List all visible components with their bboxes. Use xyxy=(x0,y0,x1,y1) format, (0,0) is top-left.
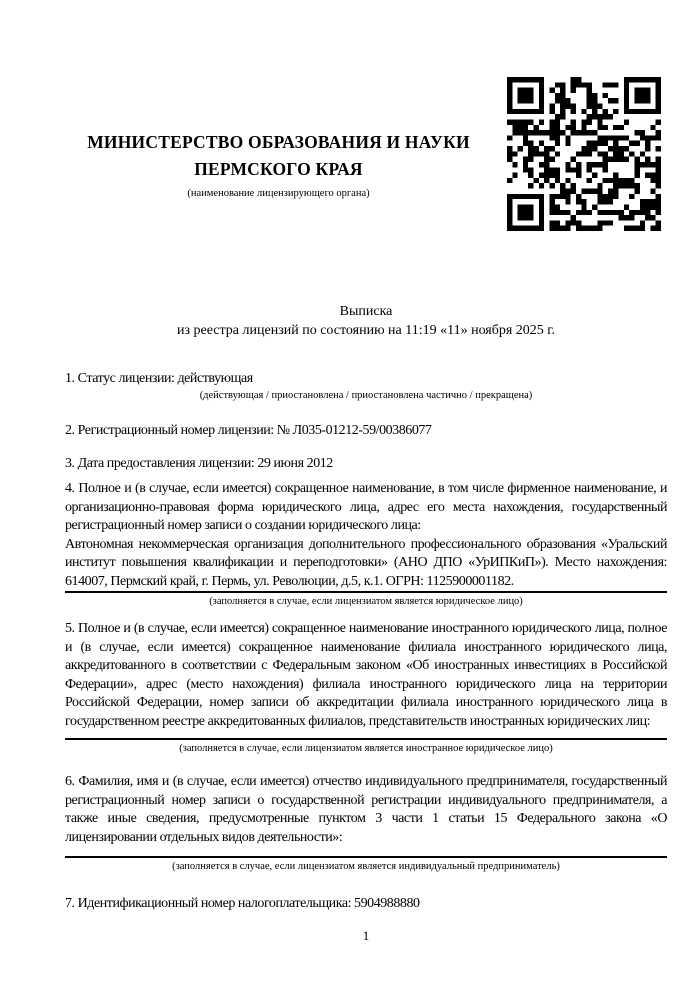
extract-title-line2: из реестра лицензий по состоянию на 11:19 «11» ноября 2025 г. xyxy=(177,322,555,338)
registration-number-item xyxy=(65,422,667,441)
entrepreneur-item xyxy=(65,773,667,847)
grant-date-label: 3. Дата предоставления лицензии: xyxy=(65,456,255,471)
license-status-label: 1. Статус лицензии: xyxy=(65,371,175,386)
grant-date-value: 29 июня 2012 xyxy=(257,456,333,471)
taxpayer-id-item xyxy=(65,895,667,914)
license-status-value: действующая xyxy=(177,371,253,386)
foreign-entity-label: 5. Полное и (в случае, если имеется) сокращенное наименование иностранного юридического лица, полное и (в случае, если имеется) сокращенное наименование филиала иностранного юридического лица, аккредитованного в соответствии с Федеральным законом «Об иностранных инвестициях в Российской Федерации», адрес (место нахождения) филиала иностранного юридического лица на территории Российской Федерации, номер записи об аккредитации филиала иностранного юридического лица в государственном реестре аккредитованных филиалов, представительств иностранных юридических лиц: xyxy=(65,621,667,729)
foreign-entity-caption: (заполняется в случае, если лицензиатом является иностранное юридическое лицо) xyxy=(179,743,553,754)
registration-number-value: № Л035-01212-59/00386077 xyxy=(276,423,432,438)
legal-entity-item xyxy=(65,480,667,592)
entrepreneur-fill-line xyxy=(65,856,667,858)
qr-code xyxy=(507,77,661,231)
ministry-name-line2: ПЕРМСКОГО КРАЯ xyxy=(194,159,363,179)
foreign-entity-item xyxy=(65,620,667,732)
legal-entity-label: 4. Полное и (в случае, если имеется) сокращенное наименование, в том числе фирменное наименование, и организационно-правовая форма юридического лица, адрес его места нахождения, государственный регистрационный номер записи о создании юридического лица: xyxy=(65,481,667,534)
license-status-options-caption: (действующая / приостановлена / приостановлена частично / прекращена) xyxy=(199,390,533,401)
extract-title xyxy=(65,303,667,340)
entrepreneur-caption: (заполняется в случае, если лицензиатом является индивидуальный предприниматель) xyxy=(172,861,560,872)
legal-entity-value: Автономная некоммерческая организация дополнительного профессионального образования «Уральский институт повышения квалификации и переподготовки» (АНО ДПО «УрИПКиП»). Место нахождения: 614007, Пермский край, г. Пермь, ул. Революции, д.5, к.1. ОГРН: 1125900001182. xyxy=(65,536,667,589)
entrepreneur-label: 6. Фамилия, имя и (в случае, если имеется) отчество индивидуального предпринимателя, государственный регистрационный номер записи о государственной регистрации индивидуального предпринимателя, а также иные сведения, предусмотренные пунктом 3 части 1 статьи 15 Федерального закона «О лицензировании отдельных видов деятельности»: xyxy=(65,774,667,845)
ministry-name-line1: МИНИСТЕРСТВО ОБРАЗОВАНИЯ И НАУКИ xyxy=(87,132,470,152)
taxpayer-id-label: 7. Идентификационный номер налогоплательщика: xyxy=(65,896,352,911)
authority-caption: (наименование лицензирующего органа) xyxy=(187,188,370,199)
grant-date-item xyxy=(65,455,667,474)
license-status-item xyxy=(65,370,667,389)
registration-number-label: 2. Регистрационный номер лицензии: xyxy=(65,423,274,438)
qr-code-image xyxy=(507,77,661,231)
taxpayer-id-value: 5904988880 xyxy=(354,896,420,911)
legal-entity-caption: (заполняется в случае, если лицензиатом является юридическое лицо) xyxy=(209,596,523,607)
foreign-entity-fill-line xyxy=(65,738,667,740)
licensing-authority-header xyxy=(65,129,492,199)
legal-entity-fill-line xyxy=(65,591,667,593)
extract-title-line1: Выписка xyxy=(339,304,393,319)
page-number: 1 xyxy=(362,928,370,943)
